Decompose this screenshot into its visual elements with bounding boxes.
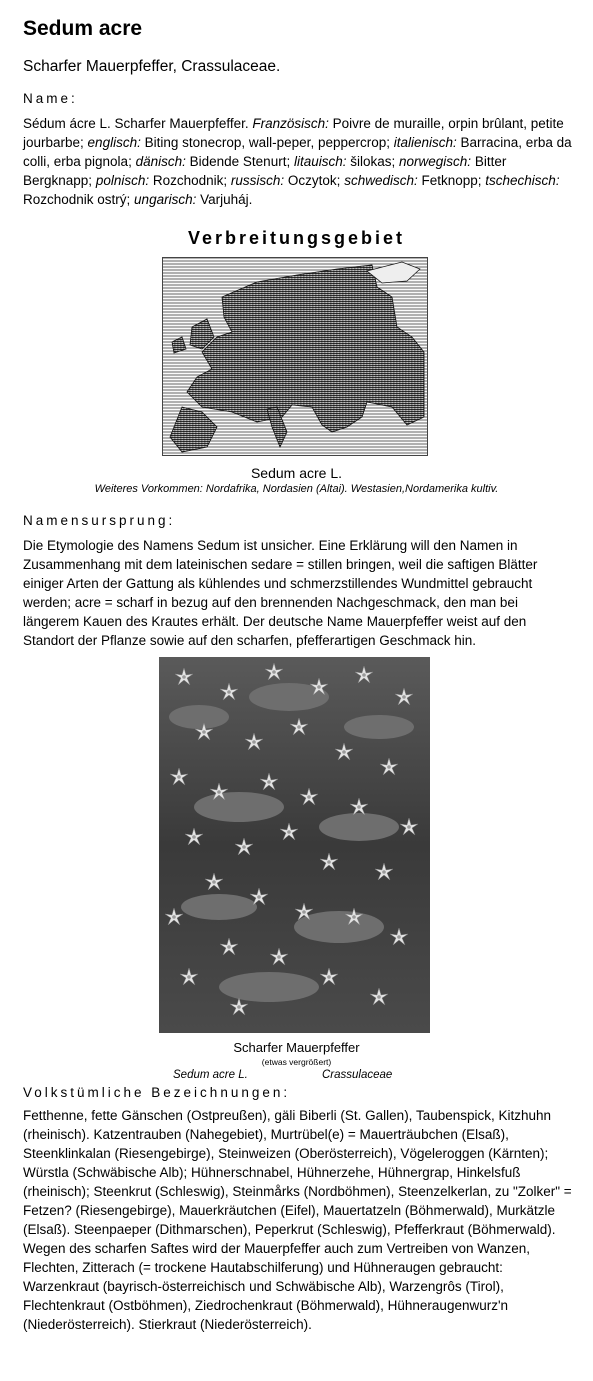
- name-paragraph: [23, 114, 573, 209]
- page-title: Sedum acre: [23, 17, 143, 40]
- language-label: russisch:: [230, 173, 285, 188]
- name-text: Bidende Stenurt;: [185, 154, 294, 169]
- language-label: Französisch:: [252, 116, 329, 131]
- name-text: Varjuháj.: [196, 192, 253, 207]
- origin-heading: Namensursprung:: [23, 513, 176, 528]
- language-label: italienisch:: [393, 135, 457, 150]
- folk-paragraph: Fetthenne, fette Gänschen (Ostpreußen), gäli Biberli (St. Gallen), Taubenspick, Kitzhuhn (rheinisch). Katzentrauben (Nahegebiet), Murtrübel(e) = Mauerträubchen (Elsaß), Steenklinkalan (Riesengebirge), Steinweizen (Oberösterreich), Vögeleroggen (Kärnten); Würstla (Schwäbische Alb); Hühnerschnabel, Hühnerzehe, Hühnergrap, Hinkelsfuß (rheinisch); Steenkrut (Schleswig), Steinmårks (Nordböhmen), Steenzelkerlan, zu "Zolker" = Fetzen? (Riesengebirge), Mauerkräutchen (Eifel), Mauertatzeln (Böhmerwald), Murkätzle (Elsaß). Steenpaeper (Dithmarschen), Peperkrut (Schleswig), Pfefferkraut (Böhmerwald). Wegen des scharfen Saftes wird der Mauerpfeffer auch zum Vertreiben von Wanzen, Flechten, Zitterach (= trockene Hautabschilferung) und Hühneraugen gebraucht: Warzenkraut (bayrisch-österreichisch und Schwäbische Alb), Warzengrôs (Tirol), Flechtenkraut (Ostböhmen), Ziedrochenkraut (Böhmerwald), Hühneraugenwurz'n (Niederösterreich). Stierkraut (Niederösterreich).: [23, 1108, 572, 1332]
- language-label: norwegisch:: [399, 154, 472, 169]
- name-text: Biting stonecrop, wall-peper, peppercrop;: [140, 135, 394, 150]
- name-text: Barracina, erba da colli, erba pignola;: [23, 135, 572, 169]
- language-label: schwedisch:: [344, 173, 418, 188]
- name-text: šilokas;: [346, 154, 400, 169]
- language-label: polnisch:: [95, 173, 150, 188]
- name-text: Oczytok;: [284, 173, 345, 188]
- name-text: Rozchodnik;: [149, 173, 231, 188]
- distribution-map: [162, 257, 428, 456]
- language-label: englisch:: [87, 135, 141, 150]
- photo-family-name: Crassulaceae: [322, 1069, 393, 1081]
- language-label: tschechisch:: [485, 173, 560, 188]
- name-text: Bitter Bergknapp;: [23, 154, 507, 188]
- language-label: ungarisch:: [134, 192, 197, 207]
- language-label: litauisch:: [293, 154, 347, 169]
- name-text: Fetknopp;: [417, 173, 486, 188]
- name-text: Rozchodnik ostrý;: [23, 192, 135, 207]
- plant-photo: [159, 657, 430, 1033]
- name-text: Poivre de muraille, orpin brûlant, petite jourbarbe;: [23, 116, 564, 150]
- distribution-heading: Verbreitungsgebiet: [187, 228, 406, 248]
- photo-note: (etwas vergrößert): [261, 1057, 332, 1067]
- name-text: Sédum ácre L. Scharfer Mauerpfeffer.: [23, 116, 253, 131]
- folk-heading: Volkstümliche Bezeichnungen:: [23, 1085, 291, 1100]
- language-label: dänisch:: [135, 154, 186, 169]
- photo-latin-name: Sedum acre L.: [173, 1069, 248, 1081]
- name-heading: Name:: [23, 91, 78, 106]
- map-caption: Sedum acre L.: [250, 465, 343, 481]
- photo-caption: Scharfer Mauerpfeffer: [233, 1040, 360, 1055]
- map-note: Weiteres Vorkommen: Nordafrika, Nordasien (Altai). Westasien,Nordamerika kultiv.: [94, 483, 499, 495]
- origin-paragraph: Die Etymologie des Namens Sedum ist unsicher. Eine Erklärung will den Namen in Zusammenhang mit dem lateinischen sedare = stillen bringen, weil die saftigen Blätter einiger Arten der Gattung als kühlendes und schmerzstillendes Wundmittel gebraucht werden; acre = scharf in bezug auf den brennenden Nachgeschmack, den man bei längerem Kauen des Krautes erhält. Der deutsche Name Mauerpfeffer weist auf den Standort der Pflanze sowie auf den scharfen, pfefferartigen Geschmack hin.: [23, 538, 538, 648]
- page-subtitle: Scharfer Mauerpfeffer, Crassulaceae.: [23, 58, 281, 75]
